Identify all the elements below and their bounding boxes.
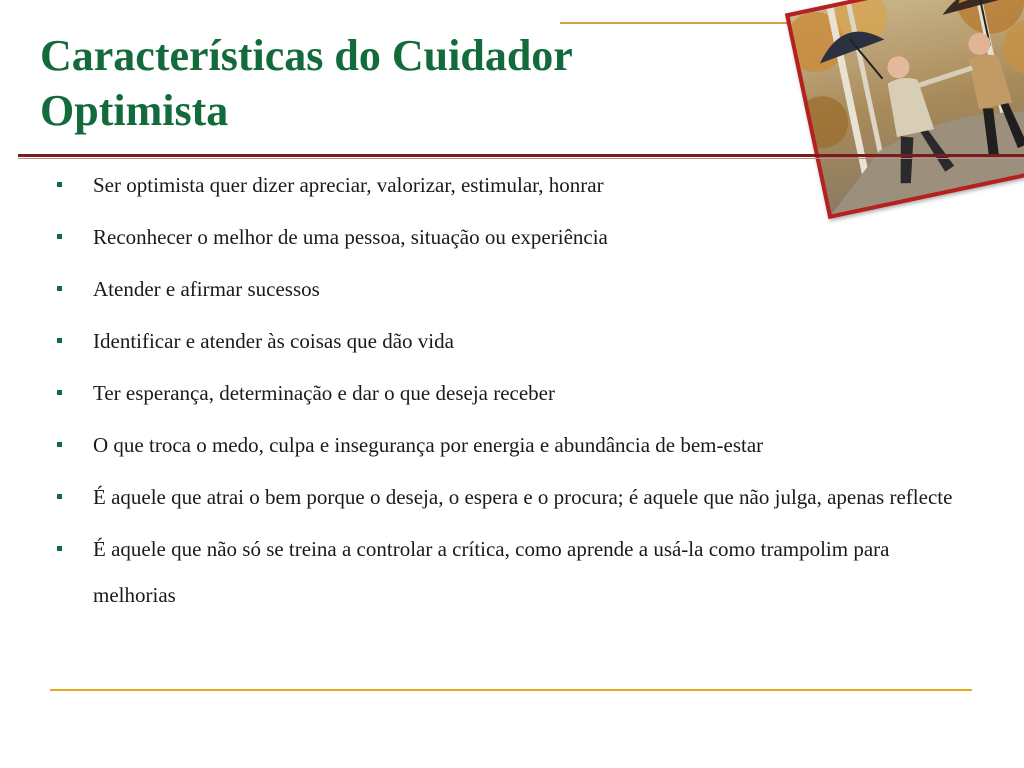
bullet-item [56, 214, 956, 260]
title-divider [18, 154, 1024, 157]
bullet-item [56, 422, 956, 468]
slide-title-line-2: Optimista [40, 86, 229, 135]
slide-title-line-1: Características do Cuidador [40, 31, 573, 80]
bullet-item [56, 318, 956, 364]
bullet-marker-icon [57, 442, 62, 447]
bullet-item [56, 266, 956, 312]
bullet-item [56, 162, 956, 208]
title-divider-thin [18, 158, 1024, 159]
bullet-marker-icon [57, 234, 62, 239]
bullet-marker-icon [57, 338, 62, 343]
bullet-text: O que troca o medo, culpa e insegurança por energia e abundância de bem-estar [93, 433, 764, 457]
bullet-text: Reconhecer o melhor de uma pessoa, situação ou experiência [93, 225, 608, 249]
bullet-text: É aquele que atrai o bem porque o deseja, o espera e o procura; é aquele que não julga, apenas reflecte [93, 485, 953, 509]
bullet-marker-icon [57, 546, 62, 551]
bullet-text: Ser optimista quer dizer apreciar, valorizar, estimular, honrar [93, 173, 604, 197]
bullet-item [56, 370, 956, 416]
bullet-item [56, 474, 956, 520]
bullet-text: Ter esperança, determinação e dar o que deseja receber [93, 381, 555, 405]
slide-title [40, 28, 780, 138]
bullet-item [56, 526, 956, 618]
bullet-marker-icon [57, 390, 62, 395]
bottom-divider [50, 689, 972, 691]
bullet-text: Identificar e atender às coisas que dão vida [93, 329, 454, 353]
bullet-list [56, 162, 956, 624]
bullet-text: É aquele que não só se treina a controlar a crítica, como aprende a usá-la como trampolim para melhorias [93, 537, 890, 607]
bullet-marker-icon [57, 182, 62, 187]
bullet-text: Atender e afirmar sucessos [93, 277, 320, 301]
bullet-marker-icon [57, 494, 62, 499]
bullet-marker-icon [57, 286, 62, 291]
